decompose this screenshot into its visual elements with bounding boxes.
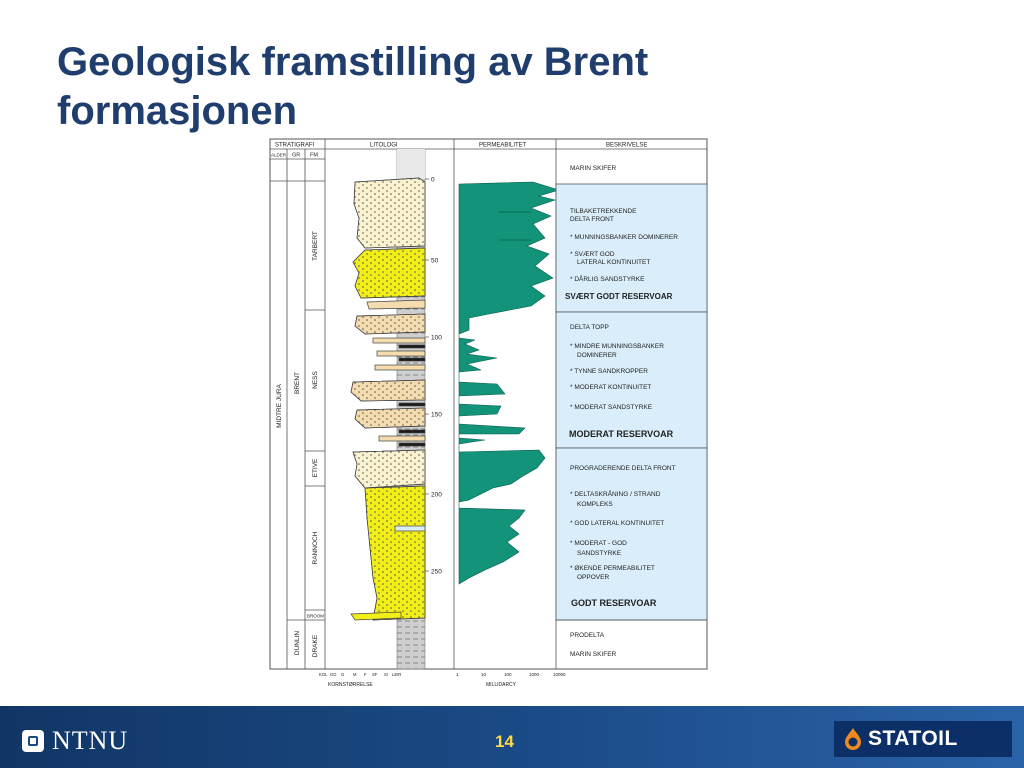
panel-etive-rannoch <box>556 448 707 620</box>
group-brent-label: BRENT <box>294 371 301 395</box>
alder-label: MIDTRE JURA <box>276 384 283 428</box>
desc-ness-line-2: * MINDRE MUNNINGSBANKER <box>570 343 664 350</box>
statoil-logo <box>834 721 1012 757</box>
desc-etive-line-4: * GOD LATERAL KONTINUITET <box>570 520 665 527</box>
desc-ness-line-6: * MODERAT SANDSTYRKE <box>570 404 653 411</box>
grain-label-si: SI <box>384 672 388 677</box>
grain-label-g: G <box>341 672 345 677</box>
fm-drake-label: DRAKE <box>312 634 319 658</box>
fm-tarbert-label: TARBERT <box>312 231 319 261</box>
desc-etive-line-3: KOMPLEKS <box>577 501 613 508</box>
page-number: 14 <box>495 732 514 751</box>
depth-tick-50: 50 <box>431 257 439 265</box>
group-dunlin-label: DUNLIN <box>294 630 301 656</box>
ntnu-square-icon <box>22 730 44 752</box>
fm-rannoch-label: RANNOCH <box>312 531 319 565</box>
header-stratigrafi: STRATIGRAFI <box>275 142 315 149</box>
desc-etive-line-7: * ØKENDE PERMEABILITET <box>570 565 655 572</box>
perm-tick-10: 10 <box>481 672 487 677</box>
depth-tick-150: 150 <box>431 411 442 419</box>
grain-label-leir: LEIR <box>392 672 402 677</box>
header-gr: GR <box>292 152 301 159</box>
perm-tick-100: 100 <box>504 672 512 677</box>
perm-tick-1000: 1000 <box>529 672 540 677</box>
slide-title: Geologisk framstilling av Brent formasjonen <box>57 40 649 133</box>
ntnu-logo-text: NTNU <box>52 726 129 755</box>
fm-ness-label: NESS <box>312 371 319 389</box>
depth-tick-0: 0 <box>431 176 435 184</box>
depth-tick-100: 100 <box>431 334 442 342</box>
desc-ness-line-5: * MODERAT KONTINUITET <box>570 384 652 391</box>
desc-etive-line-8: OPPOVER <box>577 574 610 581</box>
desc-tarbert-line-6: * DÅRLIG SANDSTYRKE <box>570 276 645 283</box>
desc-tarbert-line-2: DELTA FRONT <box>570 216 614 223</box>
fm-broom-label: BROOM <box>307 613 325 619</box>
perm-tick-10000: 10000 <box>553 672 566 677</box>
grain-label-f: F <box>364 672 367 677</box>
ntnu-logo <box>22 728 128 754</box>
desc-top-marin-skifer: MARIN SKIFER <box>570 165 617 172</box>
slide-footer <box>0 706 1024 768</box>
desc-tarbert-line-4: * SVÆRT GOD <box>570 251 615 258</box>
desc-bottom-line-1: PRODELTA <box>570 632 605 639</box>
grain-label-sf: SF <box>372 672 378 677</box>
desc-tarbert-line-3: * MUNNINGSBANKER DOMINERER <box>570 234 678 241</box>
desc-etive-line-5: * MODERAT - GOD <box>570 540 627 547</box>
grain-size-caption: KORNSTØRRELSE <box>328 682 373 688</box>
header-beskrivelse: BESKRIVELSE <box>606 142 648 149</box>
header-litologi: LITOLOGI <box>370 142 398 149</box>
brent-stratigraphy-figure <box>269 138 709 688</box>
grain-label-m: M <box>353 672 357 677</box>
drop-flame-icon <box>844 727 862 751</box>
desc-etive-line-6: SANDSTYRKE <box>577 550 622 557</box>
desc-tarbert-verdict: SVÆRT GODT RESERVOAR <box>565 292 673 301</box>
depth-tick-200: 200 <box>431 491 442 499</box>
desc-etive-line-1: PROGRADERENDE DELTA FRONT <box>570 465 676 472</box>
perm-tick-1: 1 <box>456 672 459 677</box>
desc-ness-line-4: * TYNNE SANDKROPPER <box>570 368 648 375</box>
permeability-caption: MILLIDARCY <box>486 682 517 688</box>
desc-ness-line-3: DOMINERER <box>577 352 617 359</box>
desc-tarbert-line-1: TILBAKETREKKENDE <box>570 208 637 215</box>
panel-ness <box>556 312 707 448</box>
desc-ness-verdict: MODERAT RESERVOAR <box>569 429 674 439</box>
header-fm: FM <box>310 152 318 159</box>
header-alder: ALDER <box>271 152 287 158</box>
desc-etive-line-2: * DELTASKRÅNING / STRAND <box>570 491 661 498</box>
desc-tarbert-line-5: LATERAL KONTINUITET <box>577 259 651 266</box>
header-permeabilitet: PERMEABILITET <box>479 142 527 149</box>
depth-tick-250: 250 <box>431 568 442 576</box>
desc-bottom-line-2: MARIN SKIFER <box>570 651 617 658</box>
fm-etive-label: ETIVE <box>312 458 319 478</box>
desc-etive-verdict: GODT RESERVOAR <box>571 598 657 608</box>
grain-label-kol: KOL <box>319 672 328 677</box>
statoil-logo-text: STATOIL <box>868 727 958 750</box>
desc-ness-line-1: DELTA TOPP <box>570 324 609 331</box>
grain-label-gg: GG <box>330 672 337 677</box>
